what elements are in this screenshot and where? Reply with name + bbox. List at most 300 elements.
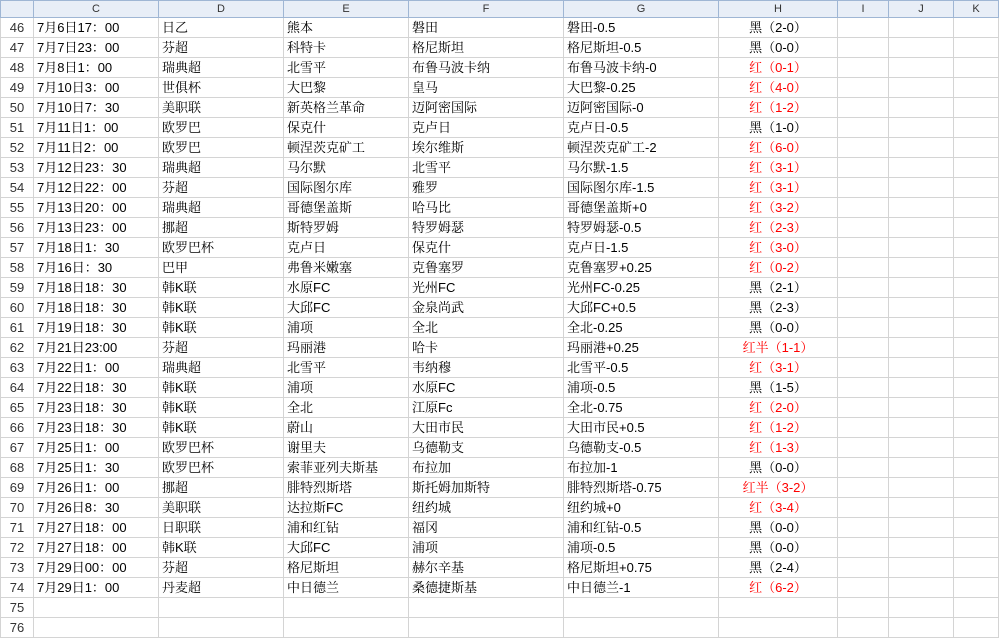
cell-league[interactable] [159,598,284,618]
row-number[interactable]: 62 [1,338,34,358]
cell-empty-0[interactable] [838,398,889,418]
cell-away[interactable]: 格尼斯坦 [409,38,564,58]
cell-league[interactable]: 挪超 [159,218,284,238]
cell-handicap[interactable]: 格尼斯坦-0.5 [564,38,719,58]
cell-empty-0[interactable] [838,98,889,118]
table-row[interactable] [1,258,999,278]
cell-date[interactable]: 7月22日18：30 [34,378,159,398]
cell-result[interactable]: 黑（0-0） [719,318,838,338]
cell-away[interactable]: 哈马比 [409,198,564,218]
cell-handicap[interactable]: 磐田-0.5 [564,18,719,38]
cell-empty-0[interactable] [838,338,889,358]
table-row[interactable] [1,378,999,398]
cell-away[interactable]: 迈阿密国际 [409,98,564,118]
cell-home[interactable]: 熊本 [284,18,409,38]
row-number[interactable]: 74 [1,578,34,598]
row-number[interactable]: 64 [1,378,34,398]
cell-empty-0[interactable] [838,78,889,98]
table-row[interactable] [1,218,999,238]
cell-result[interactable]: 红（6-0） [719,138,838,158]
cell-away[interactable]: 北雪平 [409,158,564,178]
cell-away[interactable]: 纽约城 [409,498,564,518]
cell-result[interactable]: 红（3-0） [719,238,838,258]
table-row[interactable] [1,618,999,638]
cell-date[interactable] [34,598,159,618]
table-row[interactable] [1,118,999,138]
cell-league[interactable]: 韩K联 [159,538,284,558]
cell-handicap[interactable]: 哥德堡盖斯+0 [564,198,719,218]
cell-handicap[interactable] [564,598,719,618]
cell-empty-2[interactable] [954,518,999,538]
cell-empty-1[interactable] [889,58,954,78]
cell-empty-0[interactable] [838,198,889,218]
cell-empty-0[interactable] [838,618,889,638]
cell-league[interactable]: 世俱杯 [159,78,284,98]
cell-result[interactable]: 红（2-3） [719,218,838,238]
cell-empty-1[interactable] [889,198,954,218]
cell-empty-1[interactable] [889,518,954,538]
table-row[interactable] [1,418,999,438]
cell-home[interactable]: 克卢日 [284,238,409,258]
column-header-handicap[interactable]: G [564,1,719,18]
cell-home[interactable]: 腓特烈斯塔 [284,478,409,498]
cell-result[interactable]: 红（6-2） [719,578,838,598]
column-header-y[interactable]: J [889,1,954,18]
row-number[interactable]: 76 [1,618,34,638]
cell-result[interactable]: 红半（1-1） [719,338,838,358]
cell-empty-1[interactable] [889,398,954,418]
cell-empty-0[interactable] [838,278,889,298]
cell-empty-0[interactable] [838,318,889,338]
cell-empty-0[interactable] [838,38,889,58]
cell-empty-1[interactable] [889,138,954,158]
cell-date[interactable]: 7月19日18：30 [34,318,159,338]
table-row[interactable] [1,598,999,618]
cell-empty-1[interactable] [889,318,954,338]
cell-empty-2[interactable] [954,498,999,518]
cell-home[interactable]: 弗鲁米嫩塞 [284,258,409,278]
cell-empty-0[interactable] [838,378,889,398]
cell-handicap[interactable]: 全北-0.25 [564,318,719,338]
cell-empty-0[interactable] [838,298,889,318]
cell-date[interactable]: 7月7日23：00 [34,38,159,58]
cell-handicap[interactable]: 顿涅茨克矿工-2 [564,138,719,158]
cell-empty-2[interactable] [954,258,999,278]
cell-away[interactable]: 布拉加 [409,458,564,478]
table-row[interactable] [1,198,999,218]
cell-empty-2[interactable] [954,118,999,138]
cell-away[interactable]: 赫尔辛基 [409,558,564,578]
row-number[interactable]: 60 [1,298,34,318]
cell-handicap[interactable]: 纽约城+0 [564,498,719,518]
table-row[interactable] [1,238,999,258]
cell-handicap[interactable]: 玛丽港+0.25 [564,338,719,358]
cell-result[interactable]: 红（3-1） [719,358,838,378]
cell-result[interactable]: 黑（0-0） [719,458,838,478]
row-number[interactable]: 52 [1,138,34,158]
cell-empty-0[interactable] [838,138,889,158]
cell-home[interactable]: 保克什 [284,118,409,138]
cell-handicap[interactable]: 布拉加-1 [564,458,719,478]
cell-league[interactable]: 丹麦超 [159,578,284,598]
cell-home[interactable]: 蔚山 [284,418,409,438]
cell-date[interactable]: 7月27日18：00 [34,538,159,558]
row-number[interactable]: 72 [1,538,34,558]
cell-empty-2[interactable] [954,58,999,78]
row-number[interactable]: 75 [1,598,34,618]
row-number[interactable]: 55 [1,198,34,218]
cell-home[interactable]: 顿涅茨克矿工 [284,138,409,158]
table-row[interactable] [1,18,999,38]
cell-result[interactable]: 红（3-4） [719,498,838,518]
row-number[interactable]: 61 [1,318,34,338]
row-number[interactable]: 73 [1,558,34,578]
cell-empty-0[interactable] [838,238,889,258]
cell-empty-0[interactable] [838,358,889,378]
cell-away[interactable]: 克卢日 [409,118,564,138]
cell-home[interactable]: 大巴黎 [284,78,409,98]
cell-result[interactable]: 红（1-2） [719,418,838,438]
cell-home[interactable]: 浦项 [284,318,409,338]
cell-date[interactable]: 7月8日1：00 [34,58,159,78]
cell-away[interactable]: 克鲁塞罗 [409,258,564,278]
cell-date[interactable]: 7月23日18：30 [34,398,159,418]
cell-date[interactable]: 7月12日22：00 [34,178,159,198]
cell-handicap[interactable]: 国际图尔库-1.5 [564,178,719,198]
cell-result[interactable]: 黑（2-1） [719,278,838,298]
cell-empty-2[interactable] [954,78,999,98]
cell-handicap[interactable] [564,618,719,638]
cell-empty-2[interactable] [954,18,999,38]
cell-home[interactable]: 大邱FC [284,538,409,558]
cell-league[interactable]: 韩K联 [159,318,284,338]
cell-away[interactable]: 福冈 [409,518,564,538]
cell-home[interactable]: 马尔默 [284,158,409,178]
row-number[interactable]: 51 [1,118,34,138]
row-number[interactable]: 53 [1,158,34,178]
cell-league[interactable]: 韩K联 [159,398,284,418]
cell-empty-2[interactable] [954,38,999,58]
cell-handicap[interactable]: 马尔默-1.5 [564,158,719,178]
row-number[interactable]: 65 [1,398,34,418]
cell-empty-2[interactable] [954,138,999,158]
cell-empty-2[interactable] [954,618,999,638]
cell-empty-0[interactable] [838,478,889,498]
cell-result[interactable]: 红（0-2） [719,258,838,278]
cell-away[interactable]: 浦项 [409,538,564,558]
cell-away[interactable]: 布鲁马波卡纳 [409,58,564,78]
cell-away[interactable]: 桑德捷斯基 [409,578,564,598]
cell-date[interactable]: 7月29日00：00 [34,558,159,578]
cell-empty-2[interactable] [954,178,999,198]
table-row[interactable] [1,98,999,118]
row-number[interactable]: 69 [1,478,34,498]
cell-empty-2[interactable] [954,298,999,318]
cell-result[interactable]: 黑（2-0） [719,18,838,38]
cell-empty-2[interactable] [954,318,999,338]
cell-empty-1[interactable] [889,438,954,458]
cell-empty-0[interactable] [838,18,889,38]
cell-empty-0[interactable] [838,58,889,78]
table-row[interactable] [1,438,999,458]
table-row[interactable] [1,338,999,358]
cell-handicap[interactable]: 迈阿密国际-0 [564,98,719,118]
cell-empty-1[interactable] [889,498,954,518]
cell-empty-2[interactable] [954,218,999,238]
cell-result[interactable]: 黑（2-3） [719,298,838,318]
cell-result[interactable]: 黑（0-0） [719,518,838,538]
cell-date[interactable]: 7月10日7：30 [34,98,159,118]
cell-result[interactable]: 红（3-1） [719,178,838,198]
column-header-home[interactable]: E [284,1,409,18]
cell-empty-1[interactable] [889,158,954,178]
cell-handicap[interactable]: 格尼斯坦+0.75 [564,558,719,578]
cell-empty-1[interactable] [889,178,954,198]
cell-empty-0[interactable] [838,558,889,578]
cell-date[interactable]: 7月18日18：30 [34,278,159,298]
table-row[interactable] [1,358,999,378]
cell-league[interactable]: 美职联 [159,498,284,518]
cell-handicap[interactable]: 浦和红钻-0.5 [564,518,719,538]
cell-handicap[interactable]: 腓特烈斯塔-0.75 [564,478,719,498]
cell-home[interactable]: 全北 [284,398,409,418]
cell-empty-2[interactable] [954,438,999,458]
cell-handicap[interactable]: 中日德兰-1 [564,578,719,598]
cell-result[interactable] [719,618,838,638]
cell-empty-1[interactable] [889,618,954,638]
cell-league[interactable]: 巴甲 [159,258,284,278]
cell-league[interactable]: 韩K联 [159,298,284,318]
row-number[interactable]: 58 [1,258,34,278]
table-row[interactable] [1,298,999,318]
cell-result[interactable]: 黑（0-0） [719,538,838,558]
cell-empty-0[interactable] [838,118,889,138]
cell-date[interactable]: 7月22日1：00 [34,358,159,378]
cell-home[interactable]: 哥德堡盖斯 [284,198,409,218]
cell-result[interactable]: 黑（0-0） [719,38,838,58]
cell-empty-2[interactable] [954,418,999,438]
cell-away[interactable]: 哈卡 [409,338,564,358]
cell-empty-1[interactable] [889,598,954,618]
cell-away[interactable]: 韦纳穆 [409,358,564,378]
row-number[interactable]: 63 [1,358,34,378]
cell-home[interactable]: 索菲亚列夫斯基 [284,458,409,478]
cell-result[interactable]: 黑（1-0） [719,118,838,138]
cell-league[interactable]: 日职联 [159,518,284,538]
cell-date[interactable]: 7月21日23:00 [34,338,159,358]
cell-away[interactable]: 水原FC [409,378,564,398]
cell-result[interactable]: 红（1-2） [719,98,838,118]
cell-date[interactable]: 7月13日20：00 [34,198,159,218]
cell-empty-0[interactable] [838,418,889,438]
cell-league[interactable]: 瑞典超 [159,358,284,378]
cell-empty-1[interactable] [889,578,954,598]
table-row[interactable] [1,478,999,498]
cell-away[interactable]: 大田市民 [409,418,564,438]
cell-handicap[interactable]: 大巴黎-0.25 [564,78,719,98]
cell-league[interactable]: 芬超 [159,558,284,578]
cell-empty-2[interactable] [954,238,999,258]
cell-empty-2[interactable] [954,398,999,418]
cell-handicap[interactable]: 乌德勒支-0.5 [564,438,719,458]
cell-handicap[interactable]: 布鲁马波卡纳-0 [564,58,719,78]
cell-date[interactable]: 7月12日23：30 [34,158,159,178]
cell-league[interactable]: 欧罗巴 [159,138,284,158]
cell-empty-1[interactable] [889,358,954,378]
row-number[interactable]: 71 [1,518,34,538]
cell-empty-0[interactable] [838,438,889,458]
row-number[interactable]: 70 [1,498,34,518]
column-header-rownum[interactable] [1,1,34,18]
column-header-date[interactable]: C [34,1,159,18]
cell-league[interactable]: 日乙 [159,18,284,38]
table-row[interactable] [1,458,999,478]
cell-away[interactable]: 全北 [409,318,564,338]
cell-handicap[interactable]: 克卢日-1.5 [564,238,719,258]
table-row[interactable] [1,178,999,198]
cell-result[interactable]: 黑（2-4） [719,558,838,578]
cell-result[interactable]: 红（0-1） [719,58,838,78]
row-number[interactable]: 57 [1,238,34,258]
cell-date[interactable]: 7月26日8：30 [34,498,159,518]
table-row[interactable] [1,58,999,78]
cell-empty-1[interactable] [889,78,954,98]
cell-home[interactable]: 大邱FC [284,298,409,318]
cell-empty-2[interactable] [954,538,999,558]
cell-home[interactable]: 科特卡 [284,38,409,58]
cell-date[interactable]: 7月6日17：00 [34,18,159,38]
cell-home[interactable]: 浦项 [284,378,409,398]
cell-empty-2[interactable] [954,158,999,178]
cell-result[interactable] [719,598,838,618]
cell-empty-2[interactable] [954,458,999,478]
cell-league[interactable]: 韩K联 [159,378,284,398]
row-number[interactable]: 46 [1,18,34,38]
cell-league[interactable]: 芬超 [159,178,284,198]
cell-away[interactable]: 斯托姆加斯特 [409,478,564,498]
cell-empty-2[interactable] [954,358,999,378]
cell-date[interactable] [34,618,159,638]
cell-date[interactable]: 7月11日2：00 [34,138,159,158]
cell-empty-2[interactable] [954,378,999,398]
cell-empty-0[interactable] [838,498,889,518]
cell-empty-1[interactable] [889,338,954,358]
cell-league[interactable]: 瑞典超 [159,58,284,78]
cell-date[interactable]: 7月18日1：30 [34,238,159,258]
cell-home[interactable]: 北雪平 [284,358,409,378]
cell-empty-1[interactable] [889,38,954,58]
cell-home[interactable]: 北雪平 [284,58,409,78]
cell-date[interactable]: 7月26日1：00 [34,478,159,498]
cell-home[interactable]: 水原FC [284,278,409,298]
cell-away[interactable]: 特罗姆瑟 [409,218,564,238]
cell-empty-0[interactable] [838,158,889,178]
cell-home[interactable]: 玛丽港 [284,338,409,358]
cell-home[interactable]: 中日德兰 [284,578,409,598]
cell-empty-0[interactable] [838,178,889,198]
column-header-x[interactable]: I [838,1,889,18]
cell-date[interactable]: 7月23日18：30 [34,418,159,438]
cell-empty-1[interactable] [889,458,954,478]
cell-home[interactable]: 谢里夫 [284,438,409,458]
row-number[interactable]: 47 [1,38,34,58]
cell-handicap[interactable]: 浦项-0.5 [564,378,719,398]
cell-league[interactable]: 芬超 [159,338,284,358]
cell-empty-0[interactable] [838,218,889,238]
cell-empty-1[interactable] [889,238,954,258]
table-row[interactable] [1,158,999,178]
cell-empty-0[interactable] [838,458,889,478]
table-row[interactable] [1,558,999,578]
cell-home[interactable]: 达拉斯FC [284,498,409,518]
column-header-away[interactable]: F [409,1,564,18]
cell-league[interactable]: 韩K联 [159,278,284,298]
cell-away[interactable]: 光州FC [409,278,564,298]
cell-away[interactable]: 乌德勒支 [409,438,564,458]
cell-away[interactable]: 埃尔维斯 [409,138,564,158]
table-row[interactable] [1,538,999,558]
cell-empty-0[interactable] [838,538,889,558]
cell-league[interactable]: 瑞典超 [159,198,284,218]
cell-handicap[interactable]: 克卢日-0.5 [564,118,719,138]
cell-empty-1[interactable] [889,298,954,318]
column-header-result[interactable]: H [719,1,838,18]
cell-date[interactable]: 7月10日3：00 [34,78,159,98]
cell-away[interactable]: 金泉尚武 [409,298,564,318]
cell-league[interactable]: 美职联 [159,98,284,118]
cell-empty-2[interactable] [954,598,999,618]
row-number[interactable]: 68 [1,458,34,478]
cell-empty-2[interactable] [954,558,999,578]
cell-handicap[interactable]: 北雪平-0.5 [564,358,719,378]
cell-away[interactable]: 磐田 [409,18,564,38]
cell-result[interactable]: 黑（1-5） [719,378,838,398]
cell-away[interactable] [409,618,564,638]
cell-result[interactable]: 红（3-1） [719,158,838,178]
cell-empty-2[interactable] [954,98,999,118]
table-row[interactable] [1,38,999,58]
cell-empty-1[interactable] [889,18,954,38]
cell-league[interactable] [159,618,284,638]
cell-empty-0[interactable] [838,258,889,278]
cell-handicap[interactable]: 克鲁塞罗+0.25 [564,258,719,278]
cell-handicap[interactable]: 光州FC-0.25 [564,278,719,298]
cell-empty-2[interactable] [954,198,999,218]
cell-empty-0[interactable] [838,518,889,538]
cell-league[interactable]: 挪超 [159,478,284,498]
cell-empty-2[interactable] [954,578,999,598]
cell-date[interactable]: 7月13日23：00 [34,218,159,238]
cell-empty-1[interactable] [889,98,954,118]
cell-date[interactable]: 7月16日：30 [34,258,159,278]
cell-result[interactable]: 红（2-0） [719,398,838,418]
table-row[interactable] [1,398,999,418]
cell-away[interactable] [409,598,564,618]
cell-empty-1[interactable] [889,418,954,438]
cell-date[interactable]: 7月27日18：00 [34,518,159,538]
cell-league[interactable]: 瑞典超 [159,158,284,178]
cell-home[interactable]: 格尼斯坦 [284,558,409,578]
cell-date[interactable]: 7月29日1：00 [34,578,159,598]
cell-empty-2[interactable] [954,278,999,298]
cell-empty-1[interactable] [889,478,954,498]
row-number[interactable]: 48 [1,58,34,78]
cell-home[interactable] [284,618,409,638]
cell-home[interactable]: 浦和红钻 [284,518,409,538]
cell-handicap[interactable]: 大邱FC+0.5 [564,298,719,318]
cell-result[interactable]: 红半（3-2） [719,478,838,498]
cell-league[interactable]: 欧罗巴杯 [159,458,284,478]
